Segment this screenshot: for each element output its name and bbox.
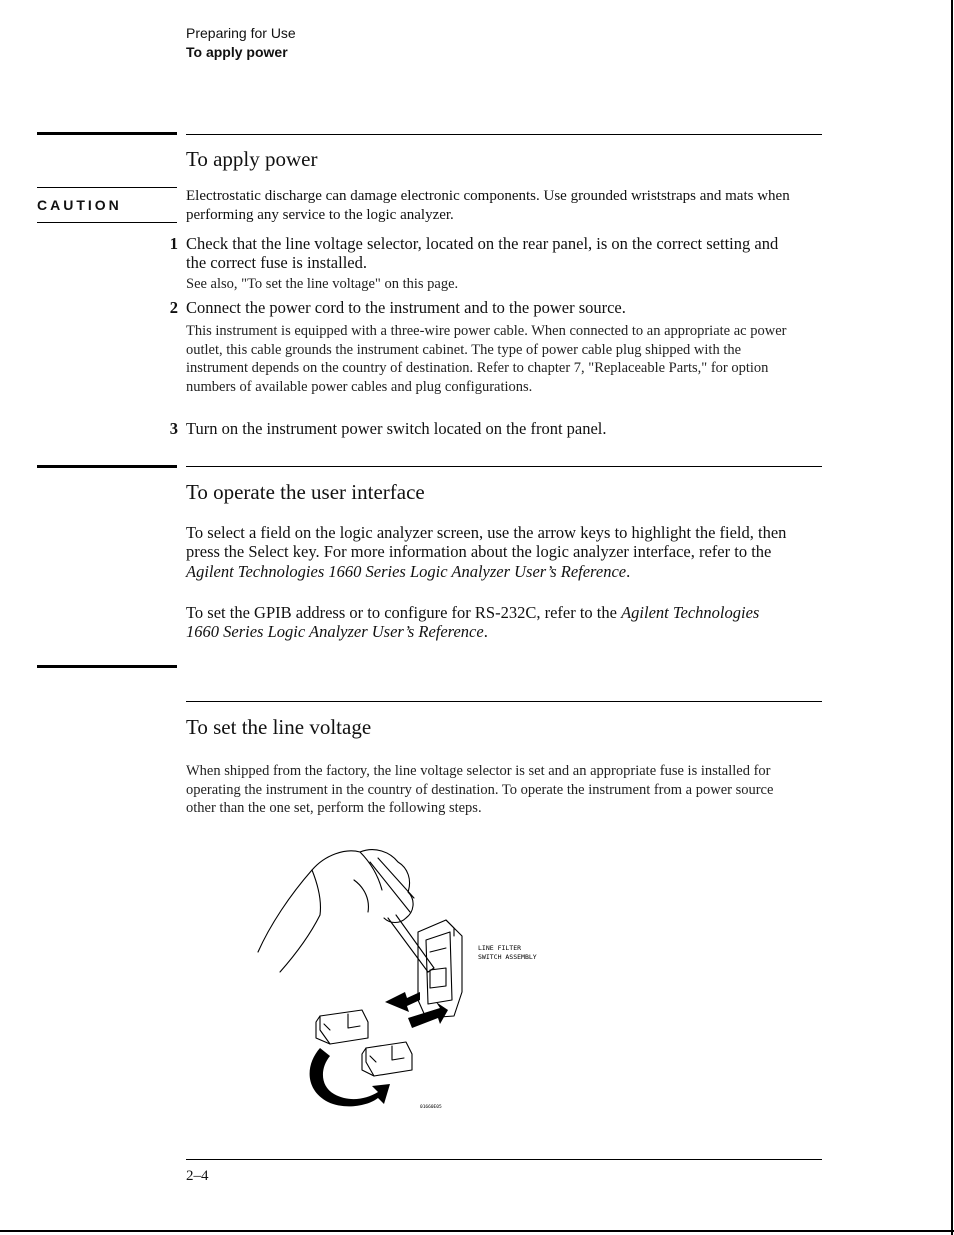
right-arrow-icon [408,1002,448,1028]
figure-label-line1: LINE FILTER [478,944,522,952]
caution-text: Electrostatic discharge can damage electronic components. Use grounded wriststraps and mats when performing any service to the logic analyzer. [186,188,790,223]
hand-outline [258,850,413,952]
left-arrow-icon [385,992,420,1012]
page-number: 2–4 [186,1168,209,1184]
apply-power-heading: To apply power [186,147,318,171]
page-frame-right [951,0,953,1235]
step-text: Turn on the instrument power switch located on the front panel. [186,419,607,438]
footer-rule [186,1159,822,1160]
curved-arrow-icon [310,1048,390,1106]
caution-label: CAUTION [37,197,122,213]
line-voltage-heading: To set the line voltage [186,715,372,739]
left-section-rule [37,132,177,135]
reference-title: Agilent Technologies 1660 Series Logic Analyzer User’s Reference [186,603,760,642]
page-frame-bottom [0,1230,954,1232]
line-voltage-text: When shipped from the factory, the line voltage selector is set and an appropriate fuse is installed for operating the instrument in the country of destination. To operate the instrument from a power source other than the one set, perform the following steps. [186,763,774,816]
step-number: 3 [169,419,178,438]
line-filter-figure [250,840,560,1120]
section-rule [186,701,822,702]
section-rule [186,466,822,467]
step-number: 2 [169,298,178,317]
screwdriver [388,918,428,972]
user-interface-paragraph [186,603,796,642]
step-note: See also, "To set the line voltage" on this page. [186,276,459,292]
step-text: Connect the power cord to the instrument and to the power source. [186,298,626,317]
caution-top-rule [37,187,177,188]
left-section-rule [37,665,177,668]
figure-code: 01660E05 [420,1105,442,1110]
paragraph-text: To select a field on the logic analyzer screen, use the arrow keys to highlight the field, then press the Select key. For more information about the logic analyzer interface, refer to the [186,523,787,562]
running-head-topic: To apply power [186,44,288,60]
step-text: Check that the line voltage selector, located on the rear panel, is on the correct setting and the correct fuse is installed. [186,234,779,272]
figure-label-line2: SWITCH ASSEMBLY [478,953,537,961]
user-interface-heading: To operate the user interface [186,480,425,504]
step-number: 1 [169,234,178,253]
reference-title: Agilent Technologies 1660 Series Logic Analyzer User’s Reference [186,561,627,581]
user-interface-paragraph [186,523,796,581]
section-rule [186,134,822,135]
paragraph-end: . [483,622,488,642]
left-section-rule [37,465,177,468]
step-note: This instrument is equipped with a three-wire power cable. When connected to an appropriate ac power outlet, this cable grounds the instrument cabinet. The type of power cable plug shipped with the instrument depends on the country of destination. Refer to chapter 7, "Replaceable Parts," for option numbers of available power cables and plug configurations. [186,323,787,395]
paragraph-text: To set the GPIB address or to configure for RS-232C, refer to the [186,603,622,622]
running-head-section: Preparing for Use [186,25,296,41]
caution-bottom-rule [37,222,177,223]
running-head [186,24,296,62]
paragraph-end: . [626,561,631,581]
